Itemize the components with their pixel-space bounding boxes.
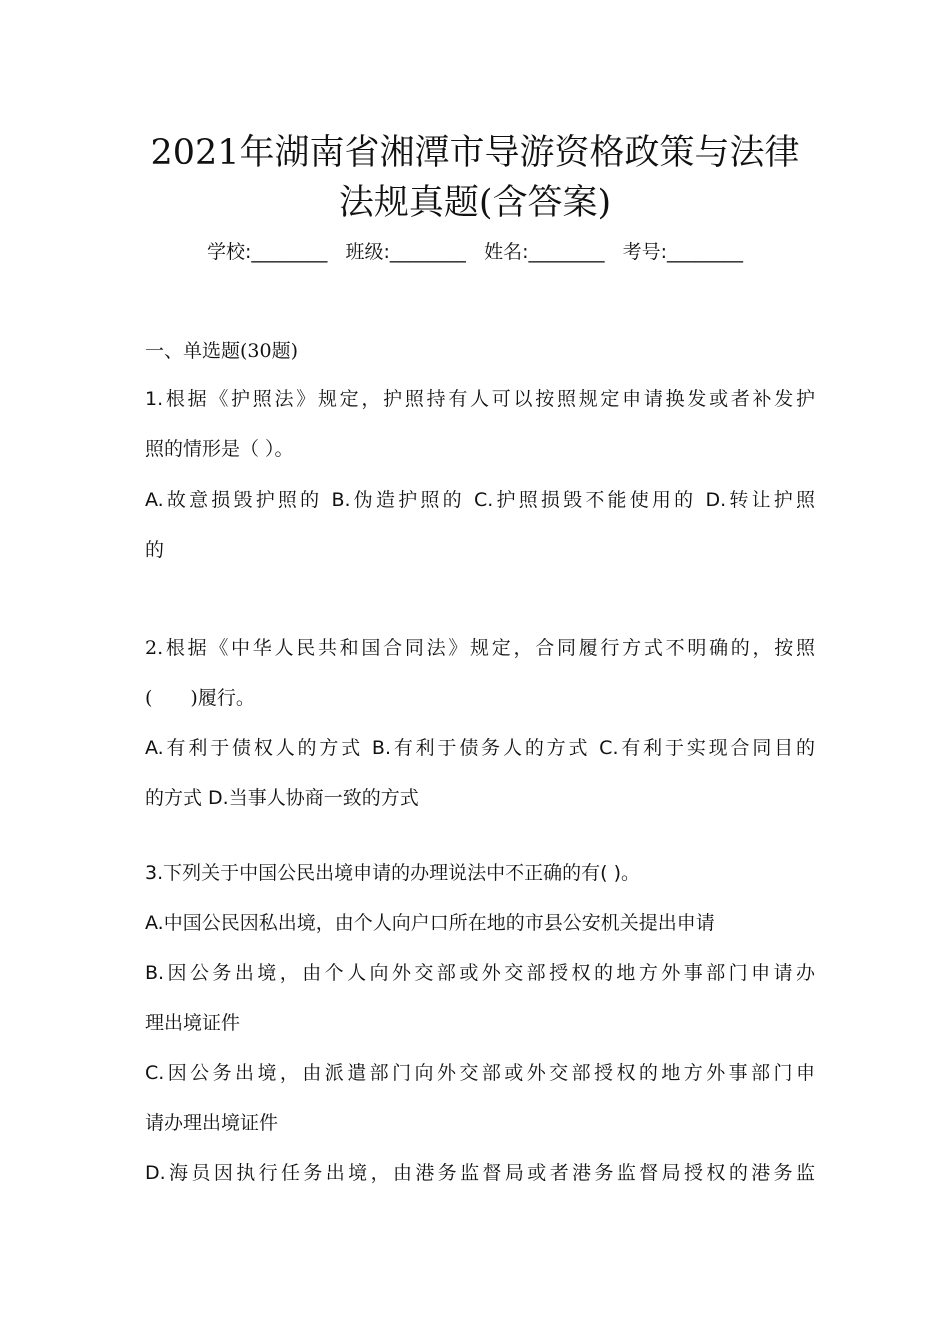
exam-number-field: 考号:________ [622, 241, 744, 263]
school-field: 学校:________ [206, 241, 328, 263]
question-3-option-a: A.中国公民因私出境，由个人向户口所在地的市县公安机关提出申请 [145, 912, 715, 934]
question-3-option-c-line-1: C.因公务出境，由派遣部门向外交部或外交部授权的地方外事部门申 [145, 1062, 815, 1084]
document-title-line-1: 2021年湖南省湘潭市导游资格政策与法律 [150, 133, 800, 173]
document-title-line-2: 法规真题(含答案) [338, 183, 612, 223]
question-2-options-line-2: 的方式 D.当事人协商一致的方式 [145, 787, 419, 809]
question-3-option-b-line-2: 理出境证件 [145, 1012, 241, 1034]
student-info-line [95, 238, 855, 266]
question-1-options-line-2: 的 [145, 539, 165, 561]
question-1-stem-line-2: 照的情形是（ ）。 [145, 438, 294, 460]
question-3-option-d-line-1: D.海员因执行任务出境，由港务监督局或者港务监督局授权的港务监 [145, 1162, 815, 1184]
question-3-option-b-line-1: B.因公务出境，由个人向外交部或外交部授权的地方外事部门申请办 [145, 962, 815, 984]
class-field: 班级:________ [345, 241, 466, 263]
name-field: 姓名:________ [484, 241, 605, 263]
question-3-stem: 3.下列关于中国公民出境申请的办理说法中不正确的有( )。 [145, 862, 640, 884]
question-1-options-line-1: A.故意损毁护照的 B.伪造护照的 C.护照损毁不能使用的 D.转让护照 [145, 489, 815, 511]
question-1-stem-line-1: 1.根据《护照法》规定，护照持有人可以按照规定申请换发或者补发护 [145, 388, 815, 410]
question-2-stem-line-1: 2.根据《中华人民共和国合同法》规定，合同履行方式不明确的，按照 [145, 637, 815, 659]
question-3-option-c-line-2: 请办理出境证件 [145, 1112, 279, 1134]
question-2-options-line-1: A.有利于债权人的方式 B.有利于债务人的方式 C.有利于实现合同目的 [145, 737, 815, 759]
section-heading: 一、单选题(30题) [145, 340, 299, 362]
question-2-stem-line-2: ( )履行。 [145, 687, 255, 709]
